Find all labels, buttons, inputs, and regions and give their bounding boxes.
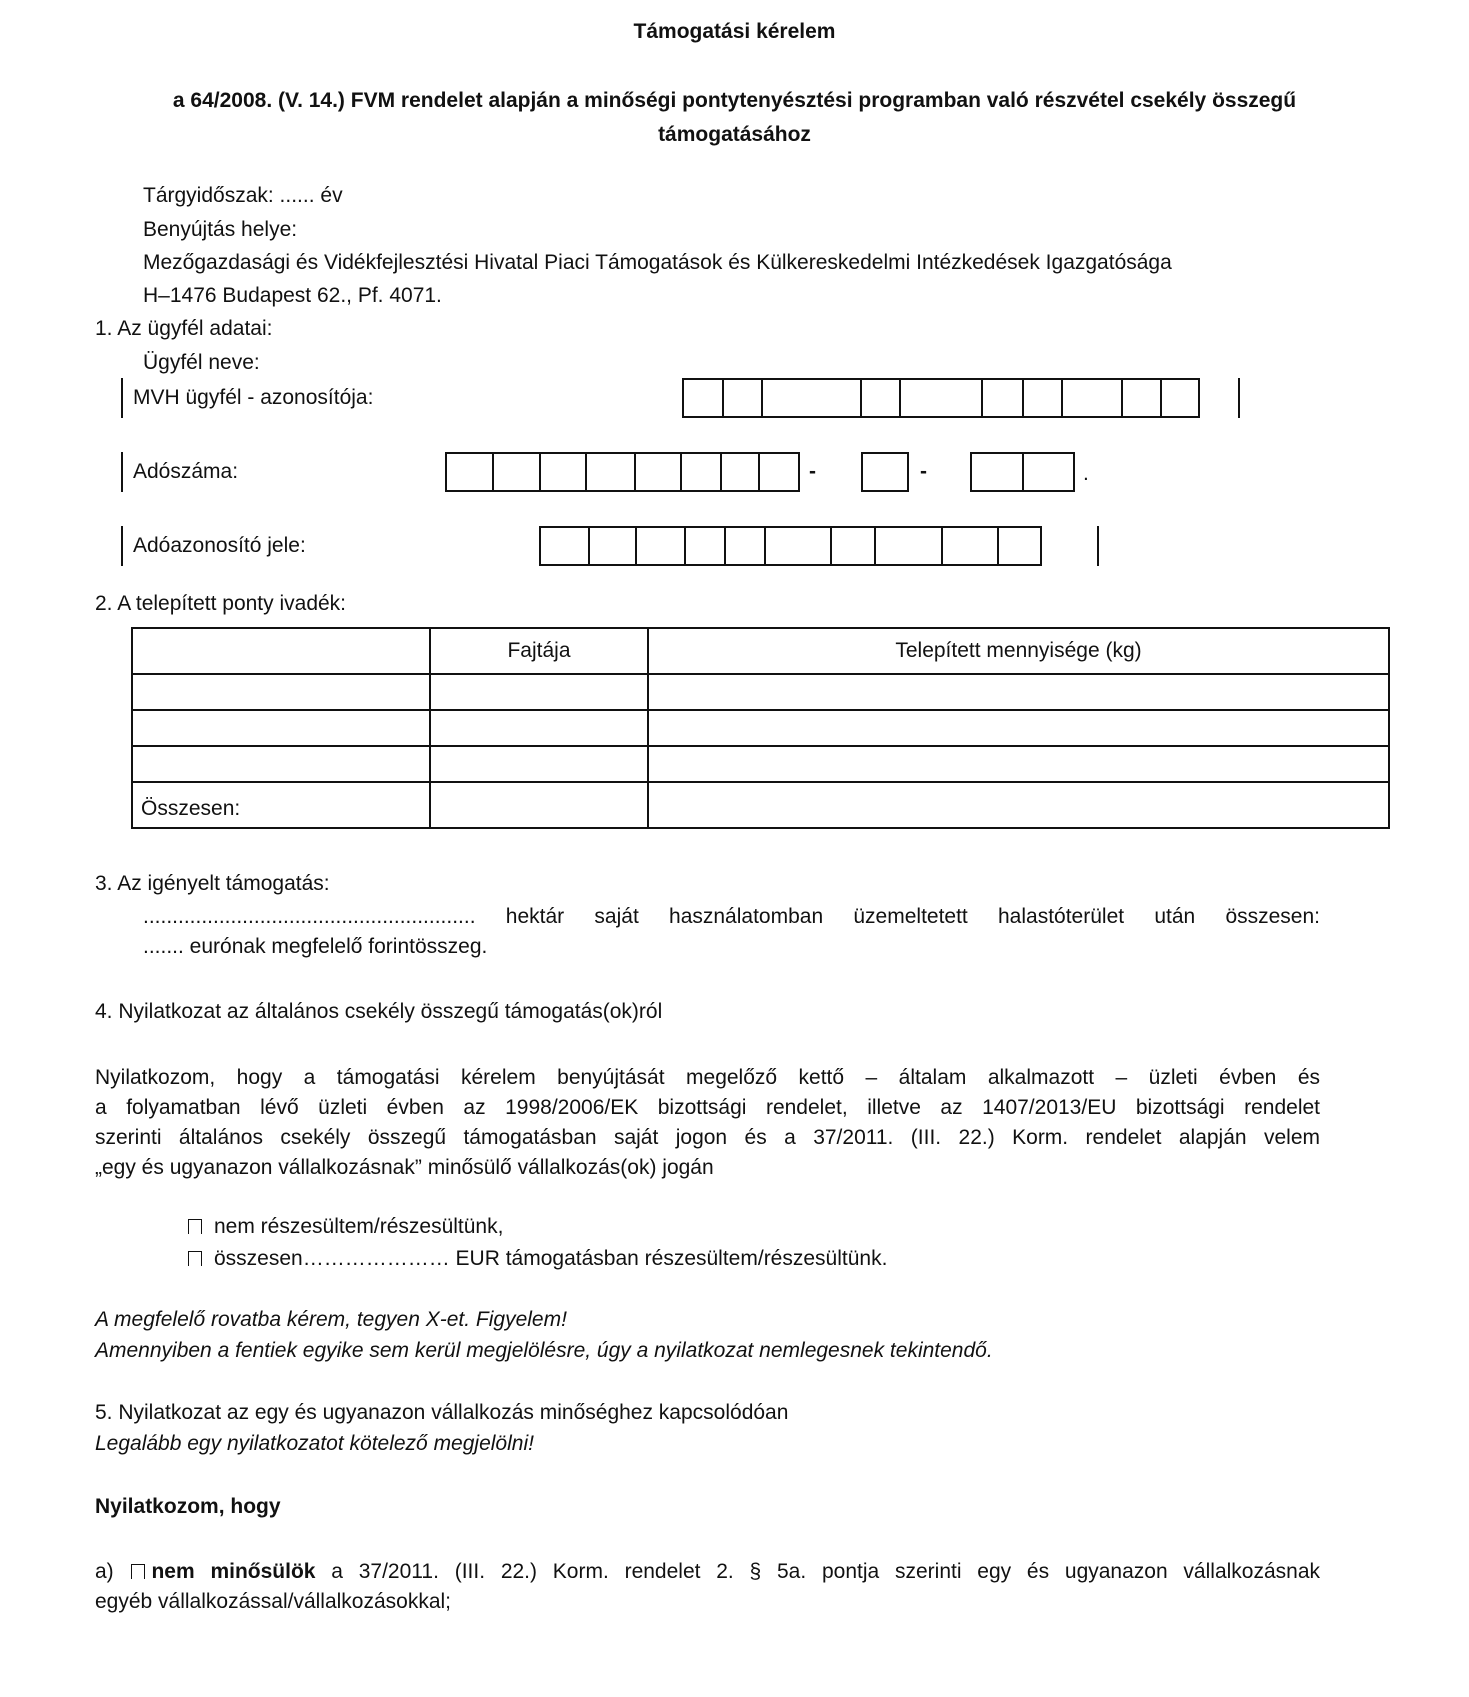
tax-id-digit-box[interactable] — [590, 528, 637, 564]
table-row — [132, 710, 1389, 746]
table-cell[interactable] — [648, 674, 1389, 710]
checkbox[interactable] — [188, 1251, 202, 1266]
tax-id-digit-box[interactable] — [999, 528, 1040, 564]
tax-number-part1[interactable] — [445, 452, 800, 492]
item-a-line-2: egyéb vállalkozással/vállalkozásokkal; — [95, 1590, 452, 1613]
mvh-digit-box[interactable] — [1123, 380, 1163, 416]
mvh-id-label: MVH ügyfél - azonosítója: — [133, 386, 374, 409]
tax-digit-box[interactable] — [541, 454, 587, 490]
tax-number-label: Adószáma: — [133, 460, 239, 483]
tax-digit-box[interactable] — [760, 454, 798, 490]
mvh-digit-box[interactable] — [1063, 380, 1123, 416]
mvh-digit-box[interactable] — [862, 380, 902, 416]
mvh-right-bar — [1238, 378, 1240, 418]
table-cell[interactable] — [132, 746, 430, 782]
tax-digit-box[interactable] — [636, 454, 682, 490]
mvh-digit-box[interactable] — [1162, 380, 1198, 416]
instruction-note-2: Amennyiben a fentiek egyike sem kerül megjelölésre, úgy a nyilatkozat nemlegesnek tekintendő. — [95, 1339, 993, 1362]
office-address: H–1476 Budapest 62., Pf. 4071. — [143, 284, 442, 307]
mvh-digit-box[interactable] — [684, 380, 724, 416]
tax-number-dot: . — [1083, 462, 1089, 485]
tax-id-label: Adóazonosító jele: — [133, 534, 306, 557]
option-label: összesen………………… EUR támogatásban részesültem/részesültünk. — [214, 1247, 888, 1270]
table-total-label: Összesen: — [132, 782, 430, 828]
submission-place-label: Benyújtás helye: — [143, 218, 298, 241]
option-received-total[interactable] — [188, 1247, 887, 1271]
requested-support-line-1: ......................................................... hektár saját használatomban üzemeltetett halastóterület után összesen: — [143, 905, 1320, 928]
section3-text — [143, 902, 1320, 962]
tax-digit-box[interactable] — [1024, 454, 1073, 490]
mvh-id-field[interactable] — [682, 378, 1200, 418]
section4-heading: 4. Nyilatkozat az általános csekély összegű támogatás(ok)ról — [95, 1000, 663, 1023]
tax-id-digit-box[interactable] — [943, 528, 999, 564]
tax-number-left-bar — [121, 452, 123, 492]
fry-table — [131, 627, 1390, 829]
tax-id-right-bar — [1097, 526, 1099, 566]
paragraph-line: „egy és ugyanazon vállalkozásnak” minősülő vállalkozás(ok) jogán — [95, 1156, 714, 1179]
tax-digit-box[interactable] — [494, 454, 540, 490]
requested-support-line-2: ....... eurónak megfelelő forintösszeg. — [143, 935, 488, 958]
section1-heading: 1. Az ügyfél adatai: — [95, 317, 273, 340]
tax-id-digit-box[interactable] — [726, 528, 766, 564]
table-cell[interactable] — [648, 746, 1389, 782]
table-cell[interactable] — [648, 782, 1389, 828]
section3-heading: 3. Az igényelt támogatás: — [95, 872, 330, 895]
table-total-row — [132, 782, 1389, 828]
tax-digit-box[interactable] — [722, 454, 761, 490]
table-header-row — [132, 628, 1389, 674]
table-header-cell — [132, 628, 430, 674]
tax-id-field[interactable] — [539, 526, 1042, 566]
table-cell[interactable] — [430, 710, 648, 746]
item-a-bold: nem minősülök — [151, 1560, 316, 1583]
table-row — [132, 746, 1389, 782]
checkbox[interactable] — [131, 1564, 145, 1579]
item-a-line-1 — [95, 1557, 1320, 1587]
document-title: Támogatási kérelem — [633, 20, 836, 43]
period-line: Tárgyidőszak: ...... év — [143, 184, 343, 207]
section5-note: Legalább egy nyilatkozatot kötelező megjelölni! — [95, 1432, 534, 1455]
mvh-digit-box[interactable] — [983, 380, 1025, 416]
tax-id-digit-box[interactable] — [637, 528, 686, 564]
tax-id-digit-box[interactable] — [876, 528, 943, 564]
table-cell[interactable] — [132, 674, 430, 710]
item-a-rest: a 37/2011. (III. 22.) Korm. rendelet 2. § 5a. pontja szerinti egy és ugyanazon vállalkozásnak — [331, 1560, 1321, 1583]
table-row — [132, 674, 1389, 710]
section4-paragraph — [95, 1063, 1320, 1183]
table-cell[interactable] — [132, 710, 430, 746]
table-cell[interactable] — [430, 674, 648, 710]
tax-id-digit-box[interactable] — [832, 528, 876, 564]
table-cell[interactable] — [430, 746, 648, 782]
tax-digit-box[interactable] — [447, 454, 494, 490]
table-cell[interactable] — [648, 710, 1389, 746]
tax-number-part3[interactable] — [970, 452, 1075, 492]
paragraph-line: Nyilatkozom, hogy a támogatási kérelem benyújtását megelőző kettő – általam alkalmazott – üzleti évben és — [95, 1066, 1320, 1089]
tax-id-digit-box[interactable] — [541, 528, 590, 564]
item-a-text — [95, 1557, 1320, 1617]
table-header-cell: Telepített mennyisége (kg) — [648, 628, 1389, 674]
tax-number-dash-1: - — [809, 460, 816, 483]
option-label: nem részesültem/részesültünk, — [214, 1215, 504, 1238]
office-name: Mezőgazdasági és Vidékfejlesztési Hivatal Piaci Támogatások és Külkereskedelmi Intézkedések Igazgatósága — [143, 251, 1172, 274]
tax-number-part2[interactable] — [861, 452, 909, 492]
table-header-cell: Fajtája — [430, 628, 648, 674]
tax-digit-box[interactable] — [863, 454, 907, 490]
tax-digit-box[interactable] — [682, 454, 722, 490]
section2-heading: 2. A telepített ponty ivadék: — [95, 592, 347, 615]
declaration-lead: Nyilatkozom, hogy — [95, 1495, 281, 1518]
section5-heading: 5. Nyilatkozat az egy és ugyanazon vállalkozás minőséghez kapcsolódóan — [95, 1401, 789, 1424]
checkbox[interactable] — [188, 1219, 202, 1234]
paragraph-line: a folyamatban lévő üzleti évben az 1998/2006/EK bizottsági rendelet, illetve az 1407/2013/EU bizottsági rendelet — [95, 1096, 1320, 1119]
mvh-digit-box[interactable] — [901, 380, 982, 416]
tax-number-dash-2: - — [920, 460, 927, 483]
instruction-note-1: A megfelelő rovatba kérem, tegyen X-et. Figyelem! — [95, 1308, 567, 1331]
item-a-prefix: a) — [95, 1560, 114, 1583]
client-name-label: Ügyfél neve: — [143, 351, 260, 374]
mvh-digit-box[interactable] — [724, 380, 764, 416]
document-subtitle: a 64/2008. (V. 14.) FVM rendelet alapján a minőségi pontytenyésztési programban való részvétel csekély összegű támogatásához — [172, 89, 1297, 146]
mvh-left-bar — [121, 378, 123, 418]
mvh-digit-box[interactable] — [763, 380, 861, 416]
mvh-digit-box[interactable] — [1024, 380, 1063, 416]
tax-id-digit-box[interactable] — [766, 528, 832, 564]
option-not-received[interactable] — [188, 1215, 503, 1239]
table-cell[interactable] — [430, 782, 648, 828]
tax-digit-box[interactable] — [972, 454, 1024, 490]
tax-digit-box[interactable] — [587, 454, 635, 490]
tax-id-digit-box[interactable] — [686, 528, 726, 564]
tax-id-left-bar — [121, 526, 123, 566]
paragraph-line: szerinti általános csekély összegű támogatásban saját jogon és a 37/2011. (III. 22.) Korm. rendelet alapján velem — [95, 1126, 1320, 1149]
